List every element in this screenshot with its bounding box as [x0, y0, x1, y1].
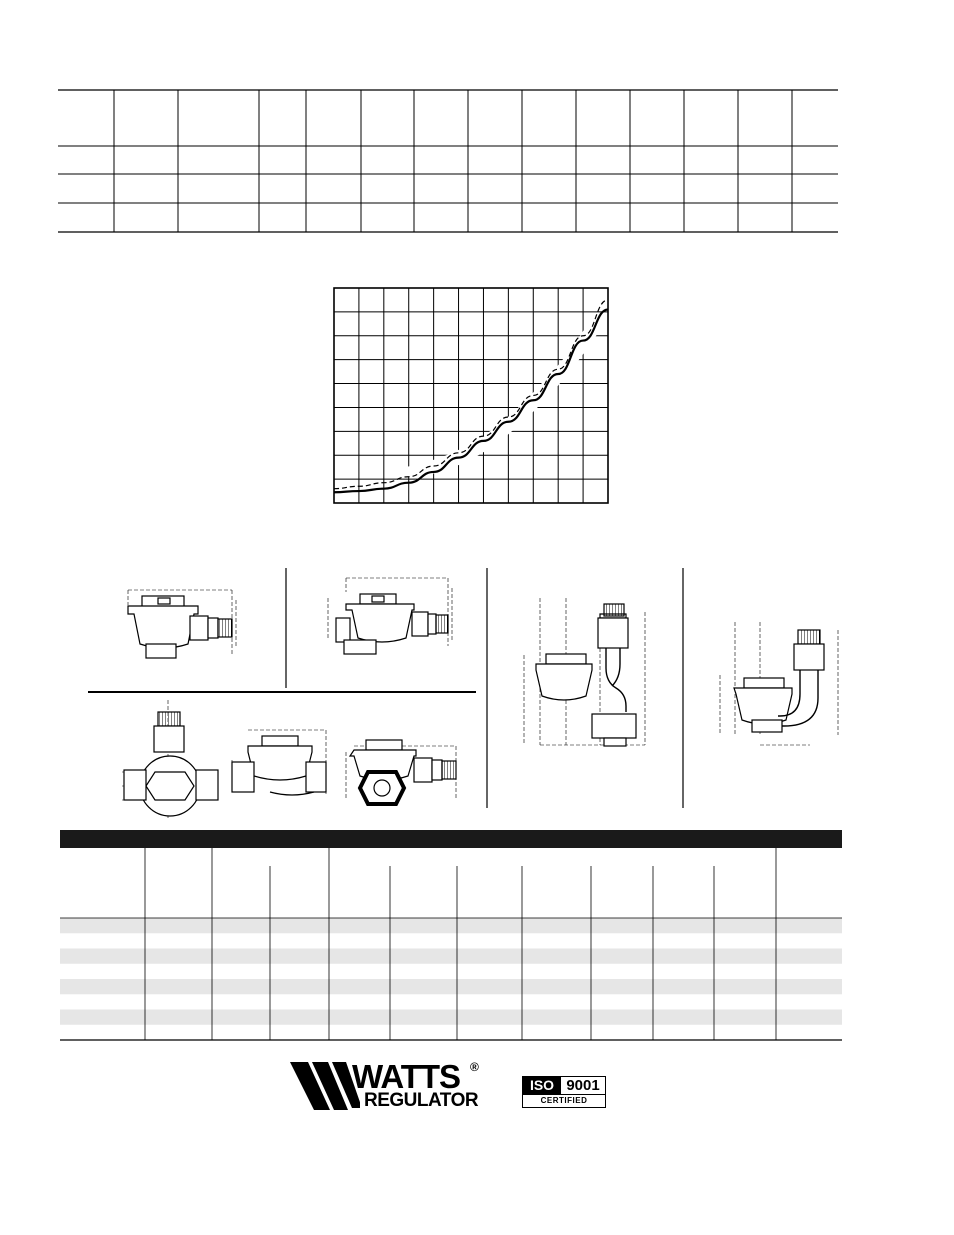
watts-stripes-mark	[290, 1060, 360, 1112]
table-row-stripe	[60, 918, 842, 933]
table-row-stripe	[60, 979, 842, 994]
table-row-stripe	[60, 949, 842, 964]
brand-subname: REGULATOR	[364, 1090, 479, 1111]
iso-certified: CERTIFIED	[540, 1096, 588, 1105]
table-row-stripe	[60, 1010, 842, 1025]
iso-number: 9001	[566, 1077, 600, 1094]
registered-mark: ®	[470, 1060, 479, 1074]
brand-name: WATTS	[352, 1058, 461, 1095]
table-stripes	[60, 918, 842, 1025]
iso-badge	[522, 1076, 606, 1108]
table-header-bar	[60, 830, 842, 848]
watts-logo	[290, 1060, 490, 1112]
iso-word: ISO	[523, 1077, 561, 1094]
